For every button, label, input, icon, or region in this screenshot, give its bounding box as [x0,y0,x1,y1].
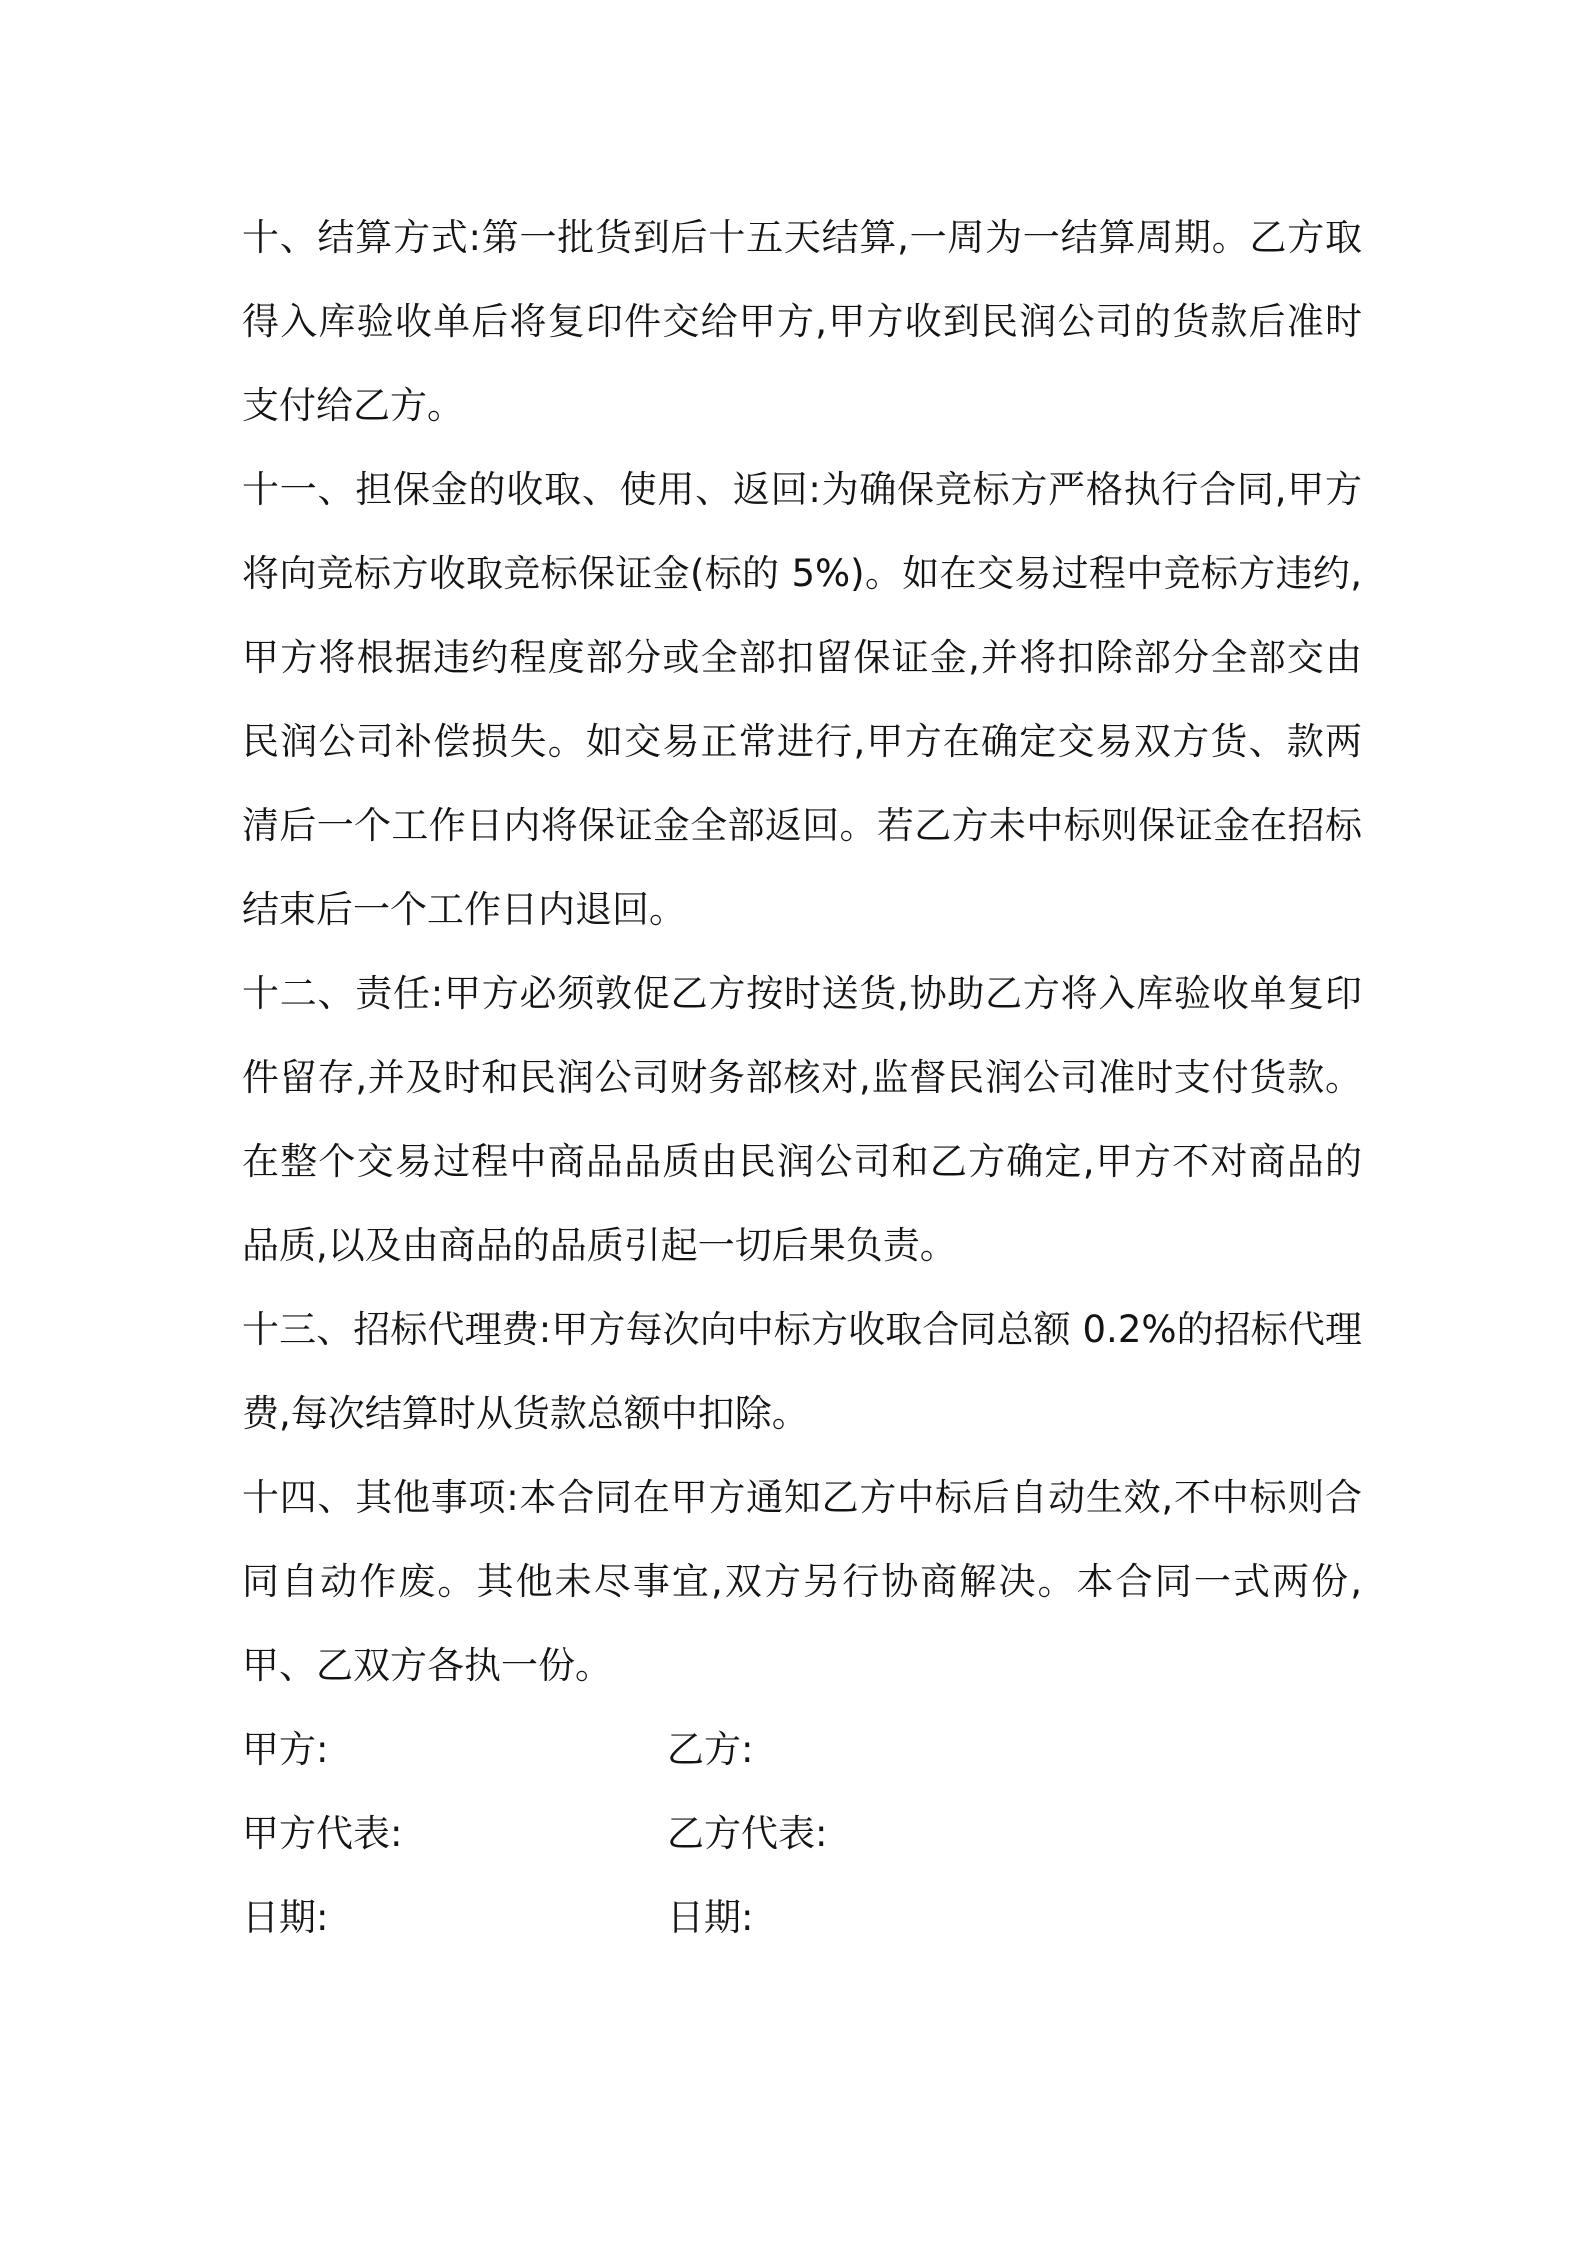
party-b-date-label: 日期: [667,1896,754,1939]
clause-14-other-matters: 十四、其他事项:本合同在甲方通知乙方中标后自动生效,不中标则合同自动作废。其他未尽事宜,双方另行协商解决。本合同一式两份,甲、乙双方各执一份。 [242,1476,1362,1687]
signature-row-date [242,1876,1362,1960]
signature-row-party [242,1708,1362,1792]
signature-block [242,1708,1362,1960]
party-b-label: 乙方: [667,1728,754,1771]
clause-12-responsibility: 十二、责任:甲方必须敦促乙方按时送货,协助乙方将入库验收单复印件留存,并及时和民润公司财务部核对,监督民润公司准时支付货款。在整个交易过程中商品品质由民润公司和乙方确定,甲方不对商品的品质,以及由商品的品质引起一切后果负责。 [242,972,1362,1267]
clause-10-settlement: 十、结算方式:第一批货到后十五天结算,一周为一结算周期。乙方取得入库验收单后将复印件交给甲方,甲方收到民润公司的货款后准时支付给乙方。 [242,216,1362,427]
party-b-representative-label: 乙方代表: [667,1812,828,1855]
clause-13-agency-fee: 十三、招标代理费:甲方每次向中标方收取合同总额 0.2%的招标代理费,每次结算时从货款总额中扣除。 [242,1308,1362,1435]
party-a-label: 甲方: [242,1728,329,1771]
party-a-representative-label: 甲方代表: [242,1812,403,1855]
party-a-date-label: 日期: [242,1896,329,1939]
contract-body [242,196,1362,1960]
signature-row-representative [242,1792,1362,1876]
clause-11-deposit: 十一、担保金的收取、使用、返回:为确保竞标方严格执行合同,甲方将向竞标方收取竞标保证金(标的 5%)。如在交易过程中竞标方违约,甲方将根据违约程度部分或全部扣留保证金,并将扣除部分全部交由民润公司补偿损失。如交易正常进行,甲方在确定交易双方货、款两清后一个工作日内将保证金全部返回。若乙方未中标则保证金在招标结束后一个工作日内退回。 [242,468,1362,931]
